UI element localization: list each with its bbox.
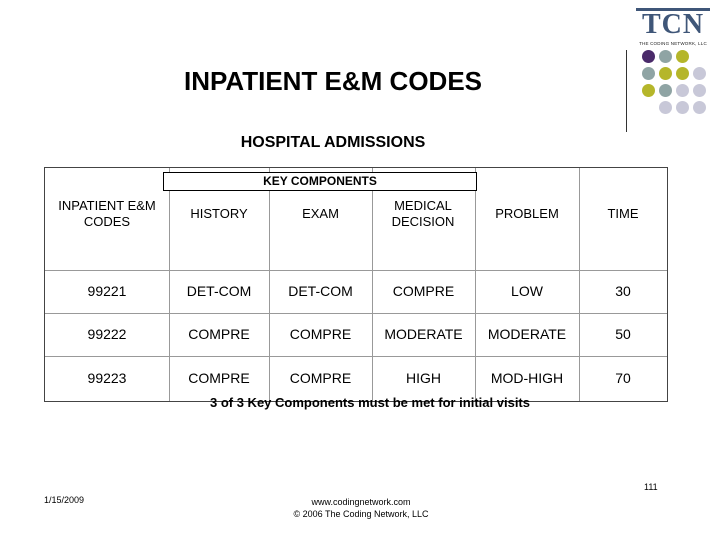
dot bbox=[676, 101, 689, 114]
footer-url: www.codingnetwork.com bbox=[311, 497, 411, 507]
table-cell: 99223 bbox=[87, 370, 127, 386]
table-cell: LOW bbox=[511, 283, 543, 299]
dot bbox=[676, 50, 689, 63]
table-cell: COMPRE bbox=[289, 326, 352, 342]
table-cell: 70 bbox=[615, 370, 631, 386]
company-logo bbox=[632, 8, 714, 48]
codes-table bbox=[44, 167, 668, 402]
logo-subtitle: THE CODING NETWORK, LLC bbox=[639, 41, 707, 46]
dot bbox=[659, 50, 672, 63]
table-cell: COMPRE bbox=[188, 326, 250, 342]
table-cell: COMPRE bbox=[188, 370, 250, 386]
table-cell: 99222 bbox=[87, 326, 127, 342]
header-history: HISTORY bbox=[190, 206, 248, 221]
page-number: 111 bbox=[644, 482, 658, 492]
header-exam: EXAM bbox=[302, 206, 339, 221]
footer-copyright: © 2006 The Coding Network, LLC bbox=[293, 509, 429, 519]
table-cell: COMPRE bbox=[392, 283, 455, 299]
table-cell: MODERATE bbox=[487, 326, 567, 342]
footer bbox=[256, 496, 466, 520]
row-divider bbox=[45, 270, 667, 271]
header-problem: PROBLEM bbox=[495, 206, 559, 221]
dot bbox=[659, 101, 672, 114]
table-cell: COMPRE bbox=[289, 370, 352, 386]
key-components-label: KEY COMPONENTS bbox=[163, 172, 477, 191]
table-cell: HIGH bbox=[406, 370, 441, 386]
table-cell: MOD-HIGH bbox=[490, 370, 564, 386]
requirement-note: 3 of 3 Key Components must be met for initial visits bbox=[209, 395, 530, 410]
header-medical-decision: MEDICAL DECISION bbox=[391, 198, 455, 229]
slide-title: INPATIENT E&M CODES bbox=[183, 66, 483, 96]
row-divider bbox=[45, 313, 667, 314]
header-time: TIME bbox=[607, 206, 639, 221]
header-codes: INPATIENT E&M CODES bbox=[58, 198, 156, 229]
dot bbox=[642, 50, 655, 63]
dot bbox=[693, 84, 706, 97]
table-cell: MODERATE bbox=[384, 326, 463, 342]
slide-date: 1/15/2009 bbox=[44, 495, 85, 505]
table-cell: 50 bbox=[615, 326, 631, 342]
table-cell: DET-COM bbox=[288, 283, 353, 299]
row-divider bbox=[45, 356, 667, 357]
dot bbox=[676, 67, 689, 80]
logo-mark: TCN bbox=[636, 8, 710, 39]
table-cell: DET-COM bbox=[186, 283, 252, 299]
dot bbox=[693, 67, 706, 80]
dot bbox=[693, 101, 706, 114]
table-cell: 30 bbox=[615, 283, 631, 299]
slide-subtitle: HOSPITAL ADMISSIONS bbox=[240, 134, 426, 151]
dot bbox=[676, 84, 689, 97]
table-cell: 99221 bbox=[87, 283, 127, 299]
